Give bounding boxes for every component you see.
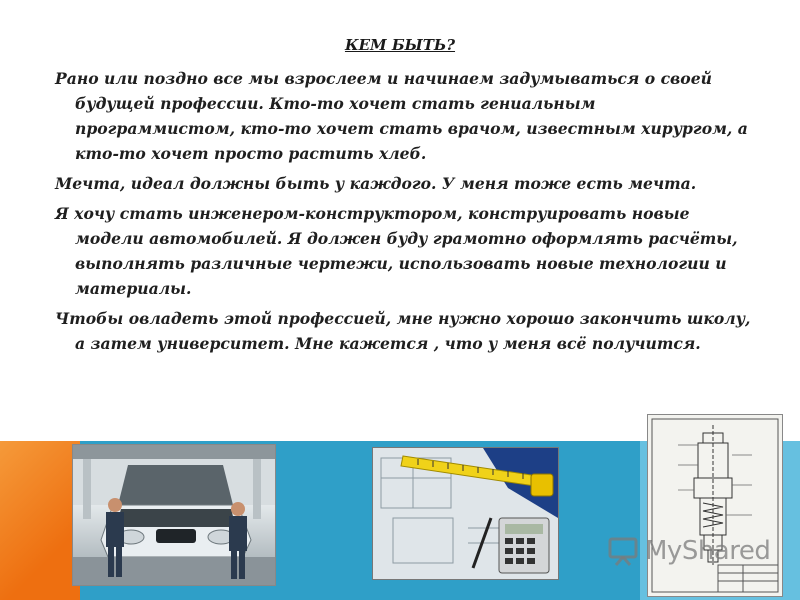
watermark [607,535,770,567]
car-assembly-illustration [73,445,275,585]
drawing-tools-photo [372,447,559,580]
paragraph-2: Мечта, идеал должны быть у каждого. У меня тоже есть мечта. [55,174,697,193]
car-assembly-photo [72,444,276,586]
watermark-text: MyShared [645,536,771,566]
orange-band [0,441,80,600]
blueprint-illustration [648,415,782,596]
slide-title: КЕМ БЫТЬ? [344,36,456,54]
body-text [55,66,755,361]
presentation-board-icon [607,535,639,567]
technical-blueprint-image [647,414,783,597]
paragraph-1: Рано или поздно все мы взрослеем и начинаем задумываться о своей будущей профессии. Кто-то хочет стать гениальным программистом, кто-то хочет стать врачом, известным хирургом, а кто-то хочет просто растить хлеб. [55,69,748,163]
paragraph-3: Я хочу стать инженером-конструктором, конструировать новые модели автомобилей. Я должен буду грамотно оформлять расчёты, выполнять различные чертежи, использовать новые технологии и материалы. [55,204,738,298]
paragraph-4: Чтобы овладеть этой профессией, мне нужно хорошо закончить школу, а затем университет. Мне кажется , что у меня всё получится. [55,309,751,353]
drawing-tools-illustration [373,448,558,579]
